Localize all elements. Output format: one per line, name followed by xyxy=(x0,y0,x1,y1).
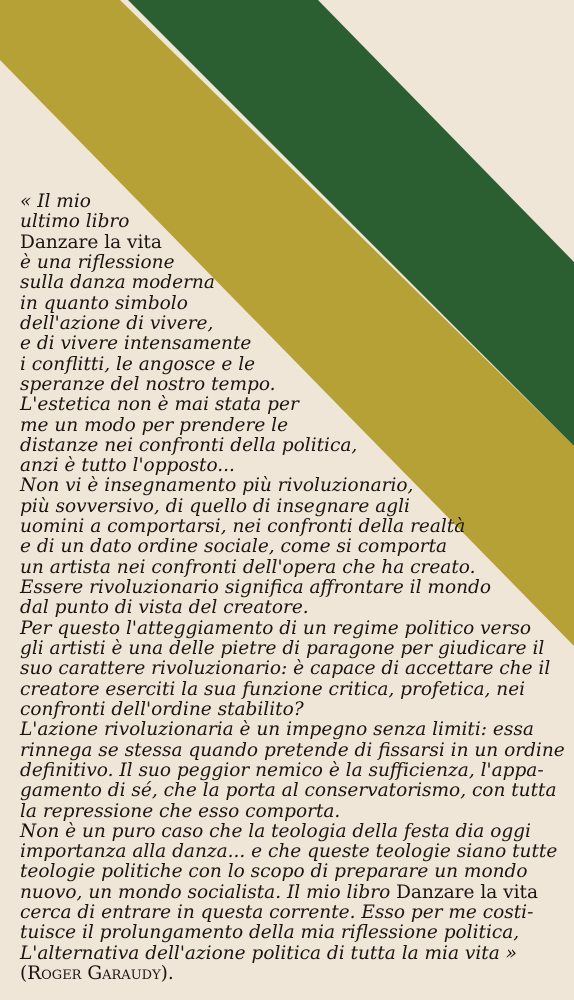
text-line: importanza alla danza... e che queste teologie siano tutte xyxy=(20,841,558,863)
text-line: dal punto di vista del creatore. xyxy=(20,597,309,619)
text-line: e di un dato ordine sociale, come si comporta xyxy=(20,536,448,558)
text-line: più sovversivo, di quello di insegnare agli xyxy=(20,495,410,517)
text-line: i conflitti, le angosce e le xyxy=(20,353,256,375)
text-line: dell'azione di vivere, xyxy=(20,312,214,334)
text-line: un artista nei confronti dell'opera che ha creato. xyxy=(20,556,476,578)
text-line: distanze nei confronti della politica, xyxy=(20,434,358,456)
text-line: uomini a comportarsi, nei confronti della realtà xyxy=(20,516,466,538)
text-line: in quanto simbolo xyxy=(20,292,188,314)
text-line: gli artisti è una delle pietre di paragone per giudicare il xyxy=(20,637,545,659)
text-line: speranze del nostro tempo. xyxy=(20,373,276,395)
text-line: nuovo, un mondo socialista. Il mio libro Danzare la vita xyxy=(20,881,538,903)
text-line: cerca di entrare in questa corrente. Esso per me costi- xyxy=(20,902,534,924)
text-line: gamento di sé, che la porta al conservatorismo, con tutta xyxy=(20,780,557,802)
text-line: L'azione rivoluzionaria è un impegno senza limiti: essa xyxy=(20,719,534,741)
text-line: « Il mio xyxy=(20,191,91,212)
text-line: sulla danza moderna xyxy=(20,272,215,294)
author-name: Roger Garaudy xyxy=(27,963,161,984)
text-line: definitivo. Il suo peggior nemico è la sufficienza, l'appa- xyxy=(20,759,544,781)
text-line: ultimo libro xyxy=(20,211,130,233)
text-line: rinnega se stessa quando pretende di fissarsi in un ordine xyxy=(20,739,565,761)
book-title: Danzare la vita xyxy=(20,231,162,253)
text-line: la repressione che esso comporta. xyxy=(20,800,341,822)
text-line: Essere rivoluzionario significa affrontare il mondo xyxy=(20,577,491,598)
text-line: creatore eserciti la sua funzione critica, profetica, nei xyxy=(20,678,526,700)
text-line: me un modo per prendere le xyxy=(20,414,289,436)
text-line: L'alternativa dell'azione politica di tutta la mia vita » xyxy=(20,942,517,964)
text-line: confronti dell'ordine stabilito? xyxy=(20,698,304,720)
book-title-inline: Danzare la vita xyxy=(390,881,538,903)
text-line: anzi è tutto l'opposto... xyxy=(20,455,235,477)
text-line: teologie politiche con lo scopo di preparare un mondo xyxy=(20,861,528,883)
text-line: tuisce il prolungamento della mia riflessione politica, xyxy=(20,922,520,944)
text-line: e di vivere intensamente xyxy=(20,333,252,355)
text-line: Per questo l'atteggiamento di un regime politico verso xyxy=(20,617,531,639)
text-line: L'estetica non è mai stata per xyxy=(20,394,299,416)
text-line: Non è un puro caso che la teologia della festa dia oggi xyxy=(20,820,531,842)
author-signature: (Roger Garaudy). xyxy=(20,963,174,984)
text-line: suo carattere rivoluzionario: è capace di accettare che il xyxy=(20,658,551,680)
text-line: è una riflessione xyxy=(20,251,175,273)
text-line: Non vi è insegnamento più rivoluzionario, xyxy=(20,475,414,497)
